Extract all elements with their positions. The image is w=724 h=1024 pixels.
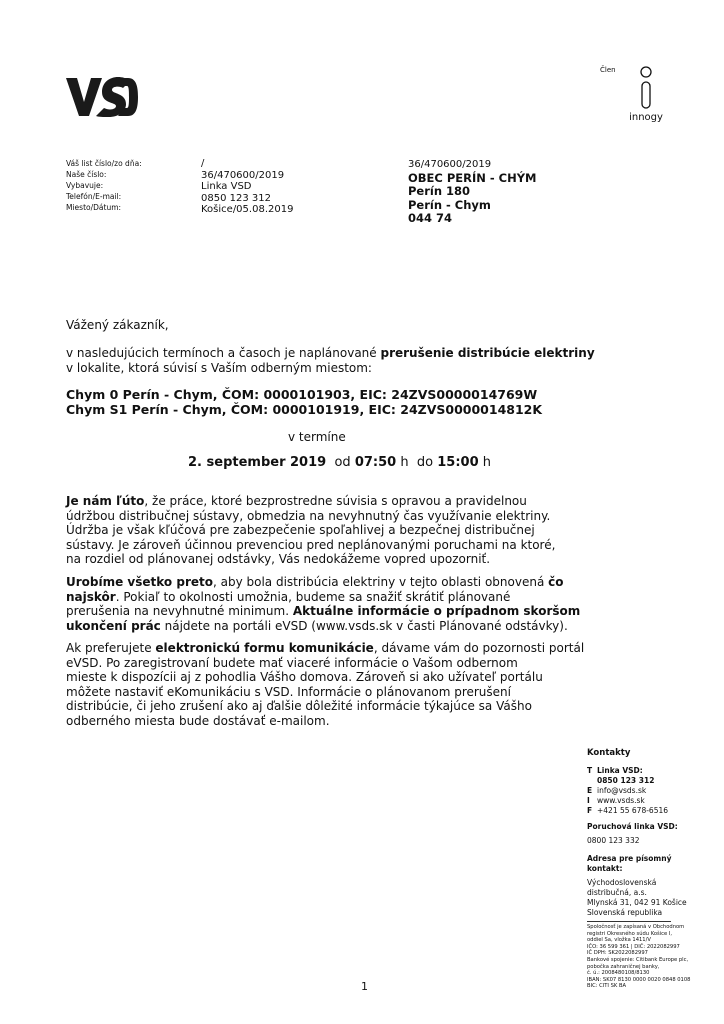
p1-l1: , že práce, ktoré bezprostredne súvisia s opravou a pravidelnou xyxy=(144,494,527,508)
p2-bold1: Urobíme všetko preto xyxy=(66,575,213,589)
recipient-line: Perín - Chym xyxy=(408,197,491,212)
term-h2: h xyxy=(482,455,492,470)
legal-line: IBAN: SK07 8130 0000 0020 0848 0108 xyxy=(587,976,691,983)
contact-key: I xyxy=(587,796,590,805)
page-number: 1 xyxy=(361,980,368,993)
place-item: Chym 0 Perín - Chym, ČOM: 0000101903, EIC: 24ZVS0000014769W xyxy=(66,387,538,402)
meta-value: Linka VSD xyxy=(201,181,252,192)
innogy-logo-icon xyxy=(639,66,653,110)
meta-values xyxy=(201,158,293,216)
p3-l5: distribúcie, či jeho zrušení ako aj ďalšie dôležité informácie týkajúce sa Vášho xyxy=(66,699,532,713)
salutation: Vážený zákazník, xyxy=(66,318,169,332)
meta-label: Telefón/E-mail: xyxy=(66,192,122,201)
place-item: Chym S1 Perín - Chym, ČOM: 0000101919, EIC: 24ZVS0000014812K xyxy=(66,401,543,417)
legal-line: pobočka zahraničnej banky, xyxy=(587,963,660,970)
term-from: 07:50 xyxy=(354,455,397,470)
p2-l3: prerušenia na nevyhnutné minimum. xyxy=(66,604,293,618)
term-date-line xyxy=(188,455,491,470)
term-date: 2. september 2019 xyxy=(188,455,327,470)
legal-line: oddiel Sa, vložka 1411/V xyxy=(587,937,651,944)
p3-l1a: Ak preferujete xyxy=(66,641,156,655)
legal-line: BIC: CITI SK BA xyxy=(587,983,627,990)
legal-line: registri Okresného súdu Košice I, xyxy=(587,930,673,937)
contact-key: E xyxy=(587,786,593,795)
contact-web-link[interactable]: www.vsds.sk xyxy=(597,796,645,805)
contacts-divider xyxy=(587,921,671,922)
p2-bold5: ukončení prác xyxy=(66,618,161,633)
innogy-member-badge xyxy=(600,66,666,123)
legal-line: Bankové spojenie: Citibank Europe plc, xyxy=(587,956,689,963)
contact-value: Linka VSD: xyxy=(597,766,643,775)
intro-text: v nasledujúcich termínoch a časoch je naplánované xyxy=(66,346,381,360)
paragraph-ecommunication xyxy=(66,641,586,728)
innogy-brand: innogy xyxy=(629,112,663,123)
meta-label: Vybavuje: xyxy=(66,181,104,190)
p3-l6: odberného miesta bude dostávať e-mailom. xyxy=(66,713,330,728)
address-line: Slovenská republika xyxy=(587,908,663,917)
recipient-address xyxy=(408,158,537,226)
meta-label: Miesto/Dátum: xyxy=(66,203,122,212)
p1-l2: údržbou distribučnej sústavy, obmedzia na nevyhnutný čas využívanie elektriny. xyxy=(66,508,551,523)
meta-label: Váš list číslo/zo dňa: xyxy=(66,159,142,168)
p2-l2: . Pokiaľ to okolnosti umožnia, budeme sa snažiť skrátiť plánované xyxy=(115,589,511,604)
meta-value: 0850 123 312 xyxy=(201,192,271,204)
intro-paragraph xyxy=(66,346,595,375)
meta-label: Naše číslo: xyxy=(66,170,107,179)
p3-bold: elektronickú formu komunikácie xyxy=(155,641,374,655)
p1-l4: sústavy. Je zároveň účinnou prevenciou pred neplánovanými poruchami na ktoré, xyxy=(66,537,556,552)
legal-line: č. ú.: 2008480108/8130 xyxy=(587,970,650,977)
legal-line: IČO: 36 599 361 | DIČ: 2022082997 xyxy=(587,943,680,950)
term-h1: h xyxy=(400,455,409,470)
p3-l3: mieste k dispozícii aj z pohodlia Vášho domova. Zároveň si ako užívateľ portálu xyxy=(66,670,543,684)
p1-bold: Je nám ľúto xyxy=(66,494,145,508)
term-label: v termíne xyxy=(288,430,346,444)
contact-key: T xyxy=(587,766,593,775)
p3-l2: eVSD. Po zaregistrovaní budete mať viaceré informácie o Vašom odbernom xyxy=(66,655,518,670)
p2-bold3: najskôr xyxy=(66,589,116,604)
p2-l4: nájdete na portáli eVSD (www.vsds.sk v časti Plánované odstávky). xyxy=(160,618,568,633)
meta-value: 36/470600/2019 xyxy=(201,169,285,181)
vsd-logo xyxy=(66,76,138,118)
p2-bold4: Aktuálne informácie o prípadnom skoršom xyxy=(292,604,581,618)
contact-email-link[interactable]: info@vsds.sk xyxy=(597,786,647,795)
p1-l3: Údržba je však kľúčová pre zabezpečenie spoľahlivej a bezpečnej distribučnej xyxy=(66,523,535,537)
contacts-panel xyxy=(587,748,707,990)
contacts-title: Kontakty xyxy=(587,748,631,758)
address-line: Mlynská 31, 042 91 Košice xyxy=(587,898,687,907)
recipient-line: 044 74 xyxy=(408,211,453,225)
p2-l1: , aby bola distribúcia elektriny v tejto oblasti obnovená xyxy=(212,575,549,589)
contact-key: F xyxy=(587,806,593,815)
places-list xyxy=(66,388,586,417)
p3-l1b: , dávame vám do pozornosti portál xyxy=(373,641,585,655)
contact-value: +421 55 678-6516 xyxy=(597,806,669,815)
address-label: Adresa pre písomný kontakt: xyxy=(587,854,672,873)
legal-line: IČ DPH: SK2022082997 xyxy=(587,950,648,957)
recipient-line: OBEC PERÍN - CHÝM xyxy=(408,170,537,185)
term-do: do xyxy=(416,455,434,470)
address-line: Východoslovenská xyxy=(587,878,657,887)
meta-value: Košice/05.08.2019 xyxy=(201,204,294,215)
paragraph-apology xyxy=(66,494,586,567)
intro-line2: v lokalite, ktorá súvisí s Vaším odberným miestom: xyxy=(66,360,372,375)
contact-value: 0850 123 312 xyxy=(597,776,655,785)
term-to: 15:00 xyxy=(437,455,479,470)
legal-line: Spoločnosť je zapísaná v Obchodnom xyxy=(587,924,685,930)
meta-value: / xyxy=(201,158,205,169)
recipient-line: Perín 180 xyxy=(408,184,471,198)
p1-l5: na rozdiel od plánovanej odstávky, Vás nedokážeme vopred upozorniť. xyxy=(66,552,491,566)
hotline-label: Poruchová linka VSD: xyxy=(587,822,678,831)
p2-bold2: čo xyxy=(548,575,564,589)
term-od: od xyxy=(334,455,351,470)
intro-bold: prerušenie distribúcie elektriny xyxy=(380,346,595,360)
hotline-number: 0800 123 332 xyxy=(587,836,640,845)
paragraph-restore xyxy=(66,575,586,633)
recipient-ref: 36/470600/2019 xyxy=(408,159,492,170)
p3-l4: môžete nastaviť eKomunikáciu s VSD. Informácie o plánovanom prerušení xyxy=(66,684,511,699)
meta-labels xyxy=(66,158,142,213)
member-label: Člen xyxy=(600,66,616,74)
address-line: distribučná, a.s. xyxy=(587,888,647,897)
vsd-logo-icon xyxy=(66,76,138,118)
